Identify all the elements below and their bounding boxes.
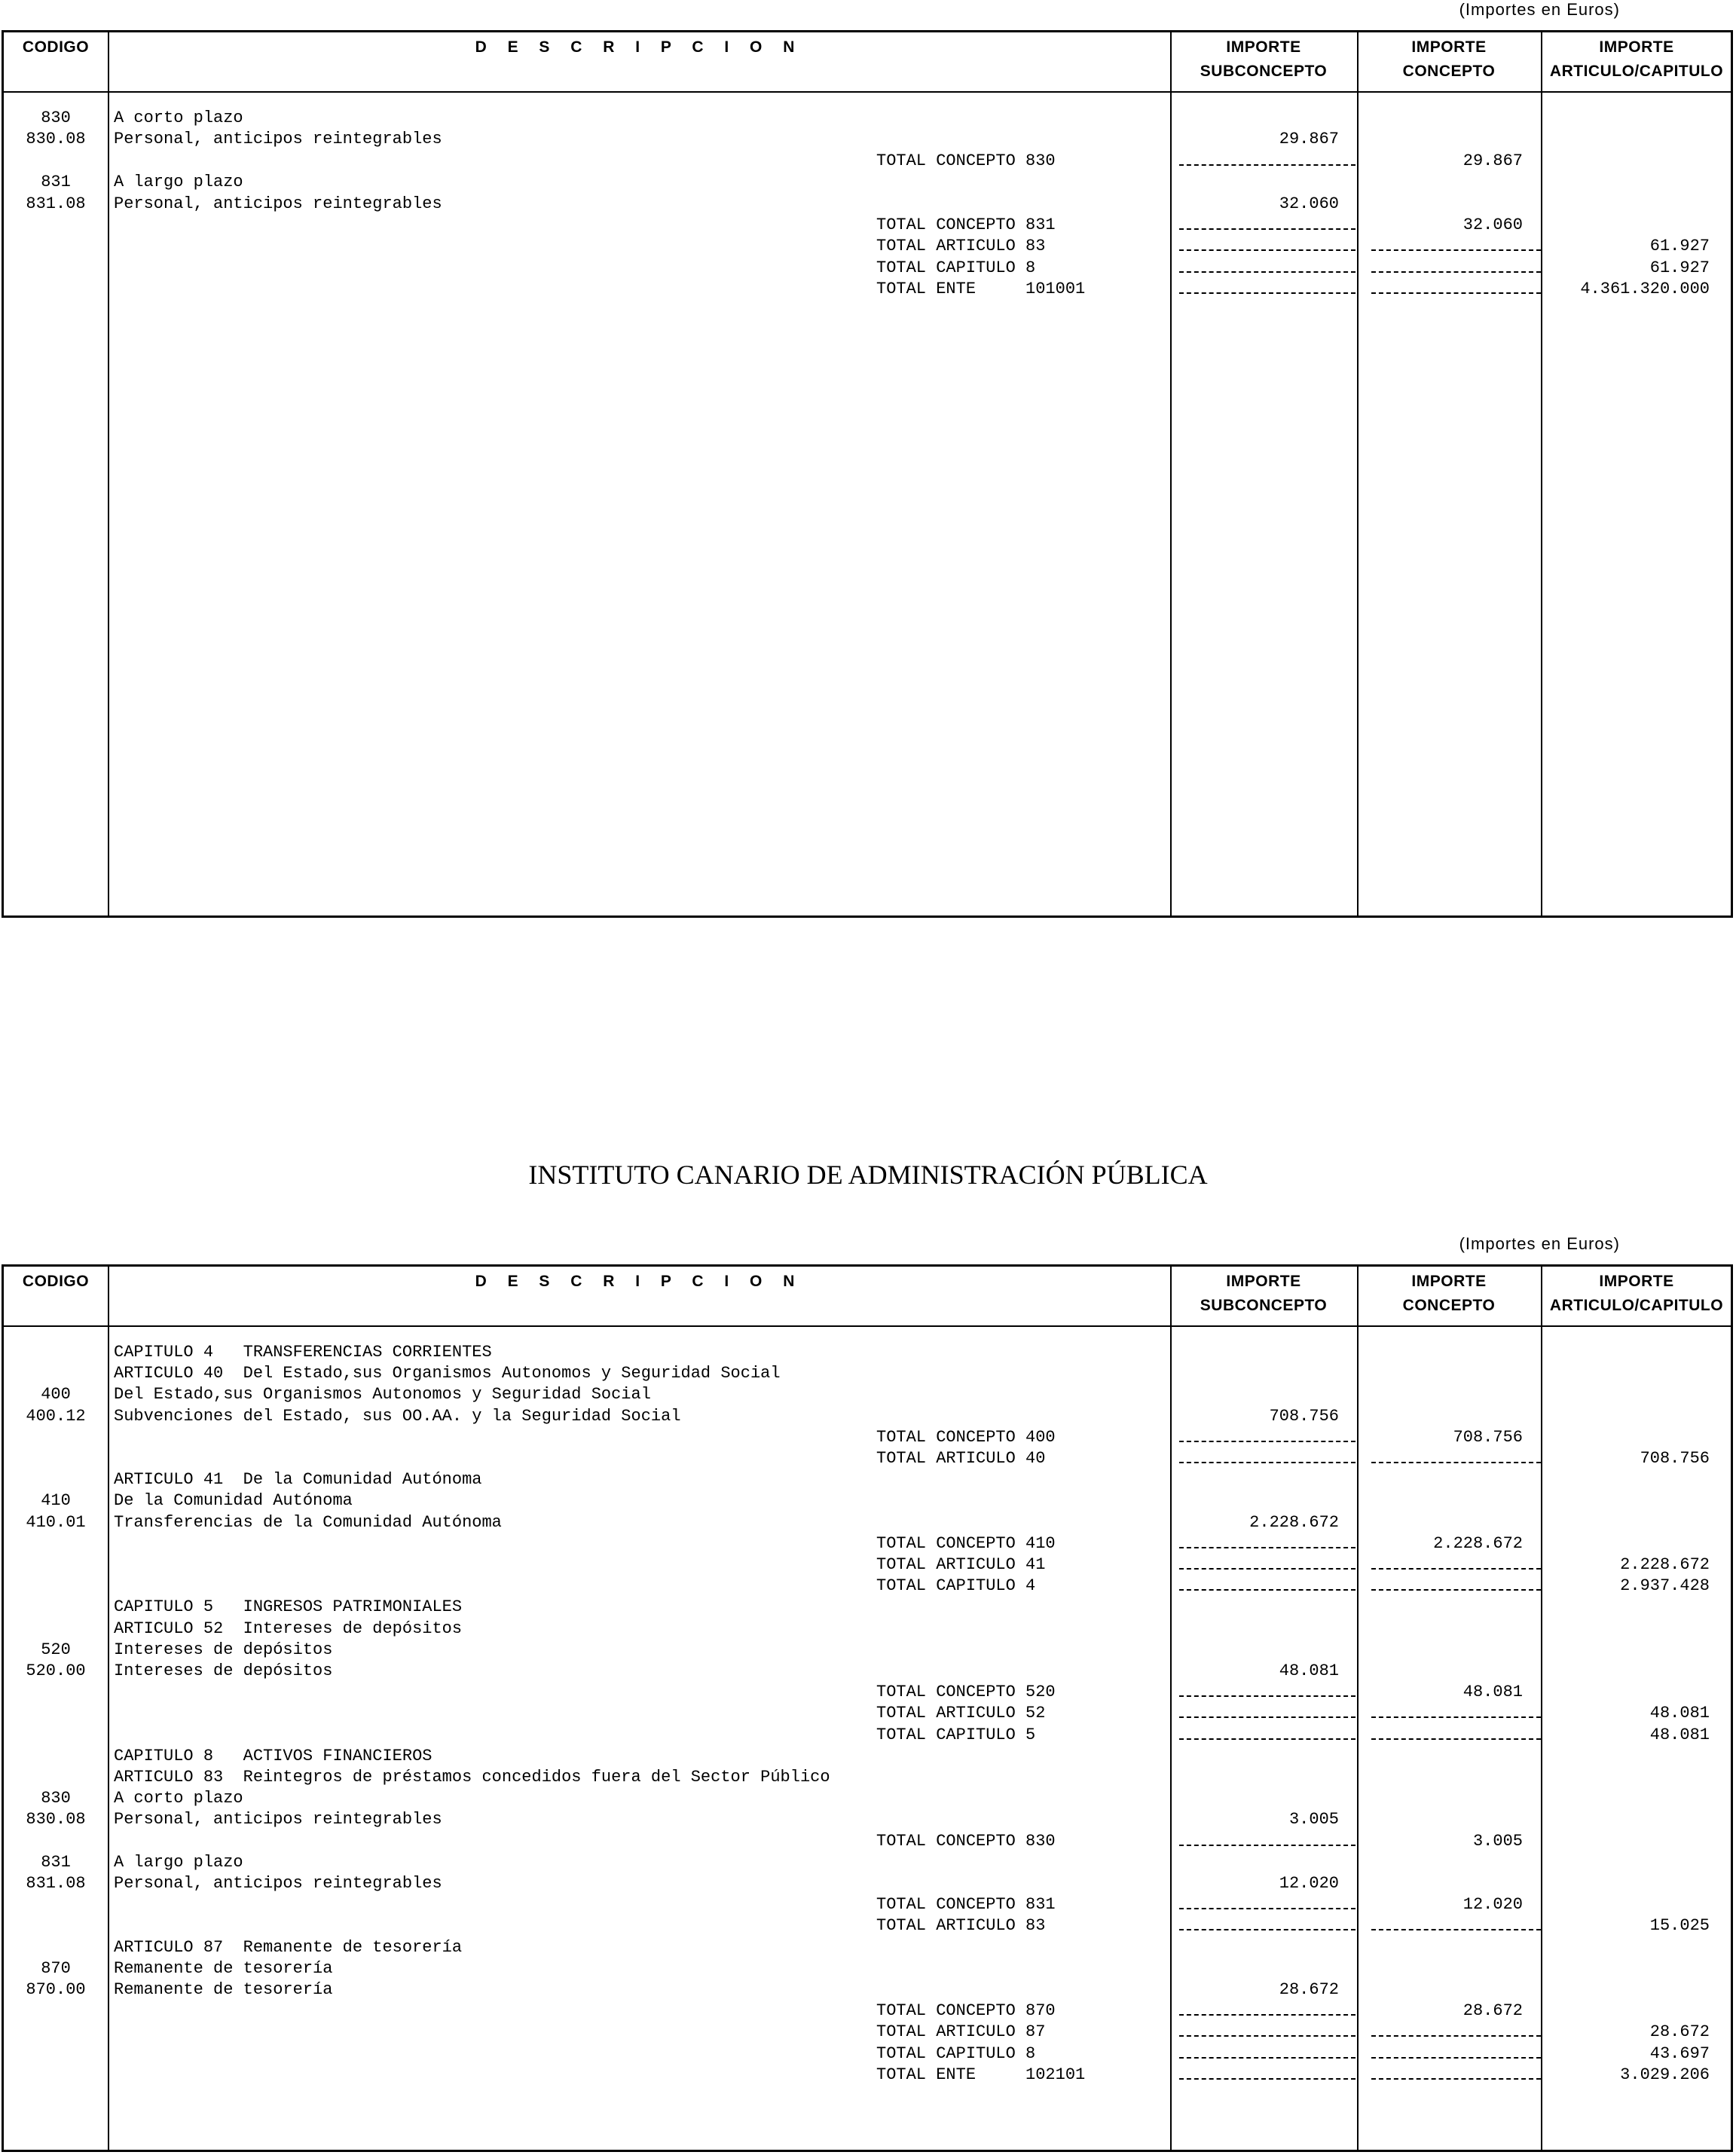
- row-description: ARTICULO 87 Remanente de tesorería: [114, 1937, 463, 1957]
- importe-articulo-value: 28.672: [1649, 2022, 1710, 2042]
- dashed-rule: [1179, 292, 1355, 294]
- dashed-rule: [1179, 228, 1355, 230]
- row-code: 831.08: [26, 194, 86, 213]
- table-row: [4, 1746, 1731, 1767]
- units-note-bottom: (Importes en Euros): [1459, 1234, 1620, 1253]
- table-row: [4, 129, 1731, 150]
- table-row: [4, 1831, 1731, 1852]
- table-row: [4, 2022, 1731, 2043]
- dashed-rule: [1371, 1589, 1541, 1591]
- dashed-rule: [1179, 271, 1355, 273]
- table-row: [4, 2065, 1731, 2086]
- row-total-label: TOTAL ENTE 101001: [876, 280, 1086, 299]
- header-line-1: IMPORTE: [1226, 38, 1301, 56]
- table-row: [4, 1915, 1731, 1936]
- row-code: 410.01: [26, 1512, 86, 1532]
- header-line-2: ARTICULO/CAPITULO: [1549, 63, 1724, 80]
- table-row: [4, 1958, 1731, 1979]
- row-total-label: TOTAL CONCEPTO 831: [876, 1895, 1056, 1915]
- dashed-rule: [1371, 2057, 1541, 2059]
- importe-articulo-value: 15.025: [1649, 1916, 1710, 1936]
- table-row: [4, 2043, 1731, 2065]
- row-code: 400: [41, 1385, 71, 1405]
- row-code: 870.00: [26, 1980, 86, 1999]
- row-total-label: TOTAL CAPITULO 4: [876, 1576, 1036, 1596]
- table-row: [4, 1979, 1731, 2001]
- row-total-label: TOTAL ARTICULO 87: [876, 2022, 1046, 2042]
- row-total-label: TOTAL ARTICULO 41: [876, 1555, 1046, 1574]
- row-description: A largo plazo: [114, 173, 243, 192]
- importe-articulo-value: 48.081: [1649, 1725, 1710, 1744]
- row-description: A corto plazo: [114, 1789, 243, 1808]
- row-code: 831: [41, 173, 71, 192]
- header-line-2: CONCEPTO: [1402, 1297, 1496, 1314]
- dashed-rule: [1371, 1738, 1541, 1740]
- dashed-rule: [1179, 1716, 1355, 1718]
- row-description: Personal, anticipos reintegrables: [114, 1810, 442, 1829]
- table-row: [4, 108, 1731, 129]
- table-row: [4, 1427, 1731, 1448]
- importe-subconcepto-value: 3.005: [1288, 1810, 1339, 1829]
- row-description: Del Estado,sus Organismos Autonomos y Seguridad Social: [114, 1385, 651, 1405]
- row-total-label: TOTAL CAPITULO 8: [876, 2043, 1036, 2063]
- dashed-rule: [1371, 2078, 1541, 2080]
- table-row: [4, 1937, 1731, 1958]
- row-total-label: TOTAL ARTICULO 52: [876, 1704, 1046, 1723]
- row-total-label: TOTAL CONCEPTO 830: [876, 151, 1056, 170]
- table-row: [4, 1490, 1731, 1512]
- row-description: ARTICULO 41 De la Comunidad Autónoma: [114, 1470, 482, 1490]
- importe-articulo-value: 2.228.672: [1620, 1555, 1710, 1574]
- table-row: [4, 1533, 1731, 1554]
- row-total-label: TOTAL ARTICULO 83: [876, 237, 1046, 256]
- dashed-rule: [1371, 292, 1541, 294]
- row-total-label: TOTAL CONCEPTO 410: [876, 1533, 1056, 1553]
- header-codigo: CODIGO: [22, 38, 90, 56]
- dashed-rule: [1179, 2057, 1355, 2059]
- header-importe-articulo-capitulo: [1541, 1273, 1732, 1315]
- table-row: [4, 1554, 1731, 1576]
- table-row: [4, 1448, 1731, 1469]
- table-row: [4, 258, 1731, 279]
- dashed-rule: [1179, 1695, 1355, 1697]
- importe-articulo-value: 48.081: [1649, 1704, 1710, 1723]
- dashed-rule: [1371, 249, 1541, 251]
- table-row: [4, 1342, 1731, 1363]
- table-row: [4, 1640, 1731, 1661]
- importe-concepto-value: 29.867: [1462, 151, 1523, 170]
- table-row: [4, 1512, 1731, 1533]
- row-description: Remanente de tesorería: [114, 1958, 333, 1978]
- dashed-rule: [1371, 2035, 1541, 2037]
- row-code: 830: [41, 109, 71, 127]
- row-code: 520.00: [26, 1661, 86, 1680]
- row-description: A corto plazo: [114, 109, 243, 127]
- units-note-top: (Importes en Euros): [1459, 0, 1620, 19]
- importe-concepto-value: 12.020: [1462, 1895, 1523, 1915]
- table-row: [4, 151, 1731, 172]
- header-line-1: IMPORTE: [1411, 1273, 1487, 1290]
- row-total-label: TOTAL CONCEPTO 830: [876, 1831, 1056, 1851]
- header-line-2: ARTICULO/CAPITULO: [1549, 1297, 1724, 1314]
- row-description: Personal, anticipos reintegrables: [114, 1874, 442, 1893]
- table-row: [4, 1619, 1731, 1640]
- dashed-rule: [1179, 164, 1355, 166]
- dashed-rule: [1179, 249, 1355, 251]
- table-row: [4, 1725, 1731, 1746]
- table-row: [4, 1873, 1731, 1894]
- importe-articulo-value: 2.937.428: [1620, 1576, 1710, 1596]
- importe-concepto-value: 3.005: [1472, 1831, 1523, 1851]
- row-code: 870: [41, 1958, 71, 1978]
- importe-articulo-value: 4.361.320.000: [1580, 280, 1710, 299]
- importe-articulo-value: 61.927: [1649, 258, 1710, 277]
- budget-table-2: [2, 1264, 1733, 2152]
- dashed-rule: [1179, 1441, 1355, 1442]
- row-total-label: TOTAL CONCEPTO 870: [876, 2001, 1056, 2021]
- importe-subconcepto-value: 708.756: [1269, 1406, 1339, 1426]
- table-row: [4, 1384, 1731, 1405]
- row-description: Subvenciones del Estado, sus OO.AA. y la Seguridad Social: [114, 1406, 681, 1426]
- table-row: [4, 1767, 1731, 1788]
- importe-subconcepto-value: 32.060: [1279, 194, 1339, 213]
- header-codigo: CODIGO: [22, 1273, 90, 1290]
- dashed-rule: [1179, 1738, 1355, 1740]
- table-row: [4, 215, 1731, 236]
- row-code: 830: [41, 1789, 71, 1808]
- table-row: [4, 1809, 1731, 1830]
- importe-subconcepto-value: 29.867: [1279, 130, 1339, 149]
- table-row: [4, 172, 1731, 193]
- dashed-rule: [1179, 2035, 1355, 2037]
- dashed-rule: [1179, 1589, 1355, 1591]
- table-row: [4, 236, 1731, 257]
- row-code: 830.08: [26, 130, 86, 149]
- dashed-rule: [1179, 1462, 1355, 1463]
- row-code: 831.08: [26, 1874, 86, 1893]
- dashed-rule: [1179, 2078, 1355, 2080]
- header-importe-subconcepto: [1170, 1273, 1357, 1315]
- dashed-rule: [1371, 271, 1541, 273]
- importe-subconcepto-value: 2.228.672: [1249, 1512, 1339, 1532]
- row-description: Transferencias de la Comunidad Autónoma: [114, 1512, 502, 1532]
- table-row: [4, 1363, 1731, 1384]
- row-code: 830.08: [26, 1810, 86, 1829]
- row-total-label: TOTAL ARTICULO 40: [876, 1449, 1046, 1468]
- entity-title: INSTITUTO CANARIO DE ADMINISTRACIÓN PÚBLICA: [528, 1160, 1208, 1190]
- table-row: [4, 1852, 1731, 1873]
- row-total-label: TOTAL CONCEPTO 520: [876, 1683, 1056, 1702]
- row-code: 831: [41, 1852, 71, 1872]
- importe-concepto-value: 28.672: [1462, 2001, 1523, 2021]
- dashed-rule: [1371, 1929, 1541, 1930]
- dashed-rule: [1179, 1547, 1355, 1548]
- importe-articulo-value: 61.927: [1649, 237, 1710, 256]
- dashed-rule: [1179, 1908, 1355, 1909]
- row-description: Remanente de tesorería: [114, 1980, 333, 1999]
- header-descripcion: D E S C R I P C I O N: [475, 38, 803, 56]
- importe-concepto-value: 32.060: [1462, 216, 1523, 234]
- row-total-label: TOTAL ENTE 102101: [876, 2065, 1086, 2084]
- importe-concepto-value: 708.756: [1453, 1427, 1523, 1447]
- dashed-rule: [1371, 1462, 1541, 1463]
- table-row: [4, 1703, 1731, 1724]
- table-row: [4, 279, 1731, 300]
- dashed-rule: [1371, 1716, 1541, 1718]
- row-description: ARTICULO 83 Reintegros de préstamos concedidos fuera del Sector Público: [114, 1768, 830, 1787]
- dashed-rule: [1371, 1568, 1541, 1570]
- row-description: Intereses de depósitos: [114, 1661, 333, 1680]
- importe-subconcepto-value: 12.020: [1279, 1874, 1339, 1893]
- header-descripcion: D E S C R I P C I O N: [475, 1273, 803, 1290]
- table-row: [4, 194, 1731, 215]
- header-line-1: IMPORTE: [1226, 1273, 1301, 1290]
- importe-subconcepto-value: 48.081: [1279, 1661, 1339, 1680]
- row-description: CAPITULO 8 ACTIVOS FINANCIEROS: [114, 1746, 432, 1765]
- table-row: [4, 1469, 1731, 1490]
- table-row: [4, 1894, 1731, 1915]
- row-description: Intereses de depósitos: [114, 1640, 333, 1659]
- header-importe-articulo-capitulo: [1541, 38, 1732, 81]
- row-code: 400.12: [26, 1406, 86, 1426]
- row-description: CAPITULO 4 TRANSFERENCIAS CORRIENTES: [114, 1343, 492, 1362]
- table-row: [4, 2001, 1731, 2022]
- header-line-1: IMPORTE: [1599, 1273, 1674, 1290]
- header-line-1: IMPORTE: [1411, 38, 1487, 56]
- header-line-2: SUBCONCEPTO: [1200, 1297, 1328, 1314]
- row-description: Personal, anticipos reintegrables: [114, 194, 442, 213]
- row-code: 410: [41, 1491, 71, 1511]
- row-total-label: TOTAL CONCEPTO 831: [876, 216, 1056, 234]
- budget-table-1: [2, 30, 1733, 918]
- row-total-label: TOTAL CAPITULO 8: [876, 258, 1036, 277]
- header-importe-subconcepto: [1170, 38, 1357, 81]
- importe-articulo-value: 708.756: [1640, 1449, 1710, 1468]
- dashed-rule: [1179, 1568, 1355, 1570]
- row-total-label: TOTAL CONCEPTO 400: [876, 1427, 1056, 1447]
- table-row: [4, 1788, 1731, 1809]
- table-row: [4, 1597, 1731, 1618]
- table-row: [4, 1576, 1731, 1597]
- dashed-rule: [1179, 1845, 1355, 1846]
- row-description: De la Comunidad Autónoma: [114, 1491, 353, 1511]
- table-row: [4, 1661, 1731, 1682]
- header-importe-concepto: [1357, 38, 1541, 81]
- row-description: CAPITULO 5 INGRESOS PATRIMONIALES: [114, 1597, 463, 1617]
- importe-concepto-value: 2.228.672: [1433, 1533, 1523, 1553]
- row-description: Personal, anticipos reintegrables: [114, 130, 442, 149]
- header-line-1: IMPORTE: [1599, 38, 1674, 56]
- dashed-rule: [1179, 2014, 1355, 2016]
- row-total-label: TOTAL CAPITULO 5: [876, 1725, 1036, 1744]
- row-description: A largo plazo: [114, 1852, 243, 1872]
- row-total-label: TOTAL ARTICULO 83: [876, 1916, 1046, 1936]
- table-row: [4, 1406, 1731, 1427]
- header-line-2: CONCEPTO: [1402, 63, 1496, 80]
- header-importe-concepto: [1357, 1273, 1541, 1315]
- header-divider: [4, 91, 1731, 93]
- importe-concepto-value: 48.081: [1462, 1683, 1523, 1702]
- dashed-rule: [1179, 1929, 1355, 1930]
- row-code: 520: [41, 1640, 71, 1659]
- importe-articulo-value: 43.697: [1649, 2043, 1710, 2063]
- header-divider: [4, 1325, 1731, 1327]
- row-description: ARTICULO 52 Intereses de depósitos: [114, 1619, 463, 1638]
- importe-articulo-value: 3.029.206: [1620, 2065, 1710, 2084]
- table-row: [4, 1682, 1731, 1703]
- row-description: ARTICULO 40 Del Estado,sus Organismos Autonomos y Seguridad Social: [114, 1364, 781, 1383]
- header-line-2: SUBCONCEPTO: [1200, 63, 1328, 80]
- importe-subconcepto-value: 28.672: [1279, 1980, 1339, 1999]
